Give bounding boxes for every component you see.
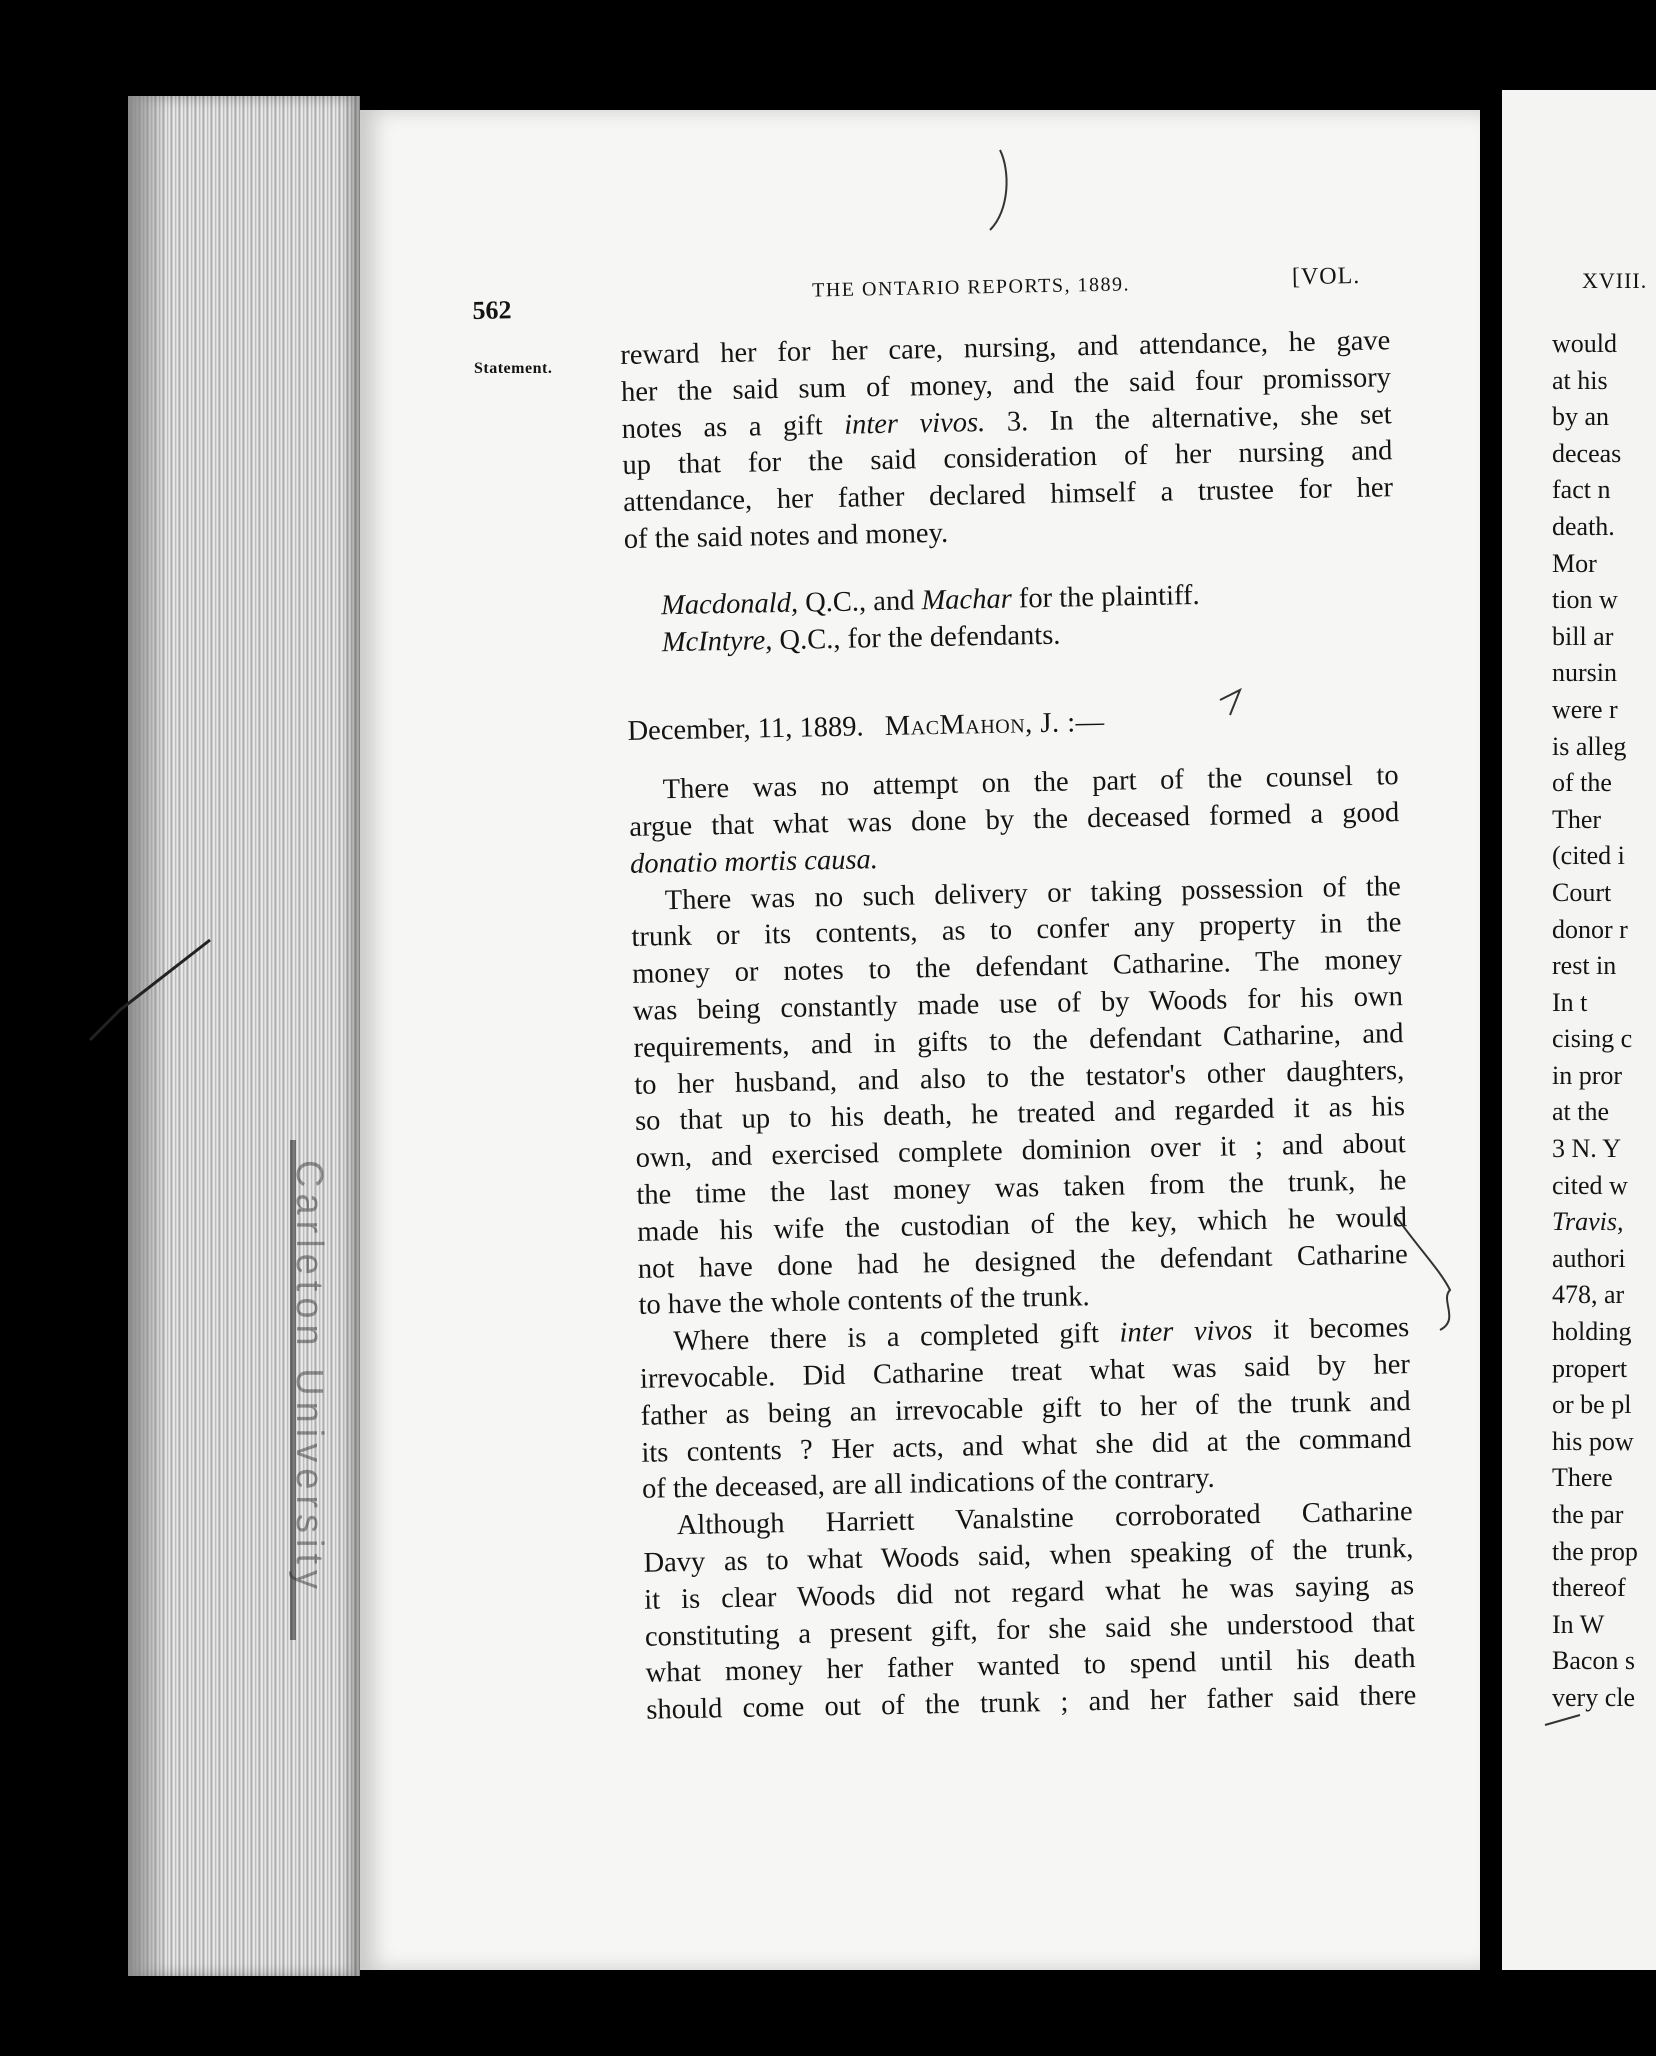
right-page-header: XVIII. <box>1582 268 1648 293</box>
right-page-line: There <box>1552 1463 1613 1493</box>
text-line: reward her for her care, nursing, and attendance, he gave <box>620 325 1391 371</box>
text-line: the time the last money was taken from the trunk, he <box>636 1165 1407 1211</box>
text-line: so that up to his death, he treated and regarded it as his <box>634 1091 1406 1138</box>
right-page-line: (cited i <box>1552 841 1625 871</box>
text-line: trunk or its contents, as to confer any property in the <box>631 907 1402 954</box>
text-line: its contents ? Her acts, and what she did at the command <box>641 1422 1412 1469</box>
right-page-line: the prop <box>1552 1536 1638 1566</box>
text-line: it is clear Woods did not regard what he was saying as <box>643 1569 1415 1616</box>
text-line: constituting a present gift, for she said she understood that <box>644 1606 1416 1653</box>
text-line: irrevocable. Did Catharine treat what was said by her <box>639 1348 1411 1395</box>
right-page-line: death. <box>1552 511 1615 541</box>
text-line: There was no such delivery or taking possession of the <box>664 870 1401 916</box>
running-title: THE ONTARIO REPORTS, 1889. <box>811 273 1131 302</box>
right-page-line: donor r <box>1552 914 1628 944</box>
page-number: 562 <box>472 295 512 325</box>
right-page-line: at his <box>1552 365 1608 395</box>
right-page-line: would <box>1552 329 1617 358</box>
counsel-plaintiff: Macdonald, Q.C., and Machar for the plaintiff. <box>660 579 1200 622</box>
text-line: what money her father wanted to spend until his death <box>645 1643 1416 1690</box>
text-line: attendance, her father declared himself a trustee for her <box>622 472 1394 519</box>
right-page-line: tion w <box>1552 585 1618 615</box>
right-page-line: rest in <box>1552 951 1617 981</box>
right-page-line: In t <box>1552 987 1588 1017</box>
right-page-line: deceas <box>1552 438 1622 468</box>
right-page-line: Mor <box>1552 548 1597 578</box>
right-page-line: were r <box>1552 694 1618 724</box>
right-page-line: fact n <box>1552 475 1611 505</box>
text-line: requirements, and in gifts to the defendant Catharine, and <box>633 1017 1404 1064</box>
text-line: of the said notes and money. <box>623 517 949 555</box>
right-page-line: Ther <box>1552 804 1602 834</box>
text-line: There was no attempt on the part of the counsel to <box>662 760 1399 806</box>
right-page-line: at the <box>1552 1097 1610 1127</box>
right-page-line: bill ar <box>1552 621 1614 651</box>
right-page-line: thereof <box>1552 1573 1626 1603</box>
text-line: own, and exercised complete dominion over it ; and about <box>635 1128 1406 1174</box>
text-line: donatio mortis causa. <box>629 843 879 880</box>
right-page-line: Travis, <box>1552 1207 1624 1237</box>
right-page-line: very cle <box>1552 1682 1636 1712</box>
right-page-line: Court <box>1552 877 1612 907</box>
right-page-line: or be pl <box>1552 1390 1632 1420</box>
text-line: of the deceased, are all indications of the contrary. <box>641 1463 1215 1506</box>
judge-name: MacMahon, J. :— <box>884 707 1105 743</box>
right-page-line: cited w <box>1552 1170 1628 1200</box>
right-page-line: holding <box>1552 1317 1632 1347</box>
right-page-line: nursin <box>1552 658 1617 688</box>
right-page-line: is alleg <box>1552 731 1627 761</box>
text-line: not have done had he designed the defendant Catharine <box>637 1238 1409 1285</box>
library-stamp-text: Carleton University <box>288 1160 330 1595</box>
text-line: her the said sum of money, and the said four promissory <box>620 362 1392 408</box>
right-page-line: by an <box>1552 402 1610 432</box>
text-line: to have the whole contents of the trunk. <box>638 1281 1090 1322</box>
text-line: Although Harriett Vanalstine corroborated Catharine <box>676 1496 1413 1542</box>
text-line: notes as a gift inter vivos. 3. In the alternative, she set <box>621 398 1392 445</box>
text-line: money or notes to the defendant Catharine. The money <box>631 944 1403 991</box>
text-line: was being constantly made use of by Woods for his own <box>632 981 1404 1027</box>
right-page-line: the par <box>1552 1500 1624 1529</box>
text-line: made his wife the custodian of the key, which he would <box>636 1201 1408 1248</box>
text-line: father as being an irrevocable gift to her of the trunk and <box>640 1385 1411 1432</box>
margin-note-statement: Statement. <box>474 360 553 377</box>
right-page-line: propert <box>1552 1353 1628 1383</box>
book-gutter <box>1480 90 1502 1990</box>
right-page-line: authori <box>1552 1243 1626 1273</box>
right-page-line: In W <box>1552 1609 1605 1639</box>
text-line: to her husband, and also to the testator's other daughters, <box>634 1054 1405 1101</box>
right-page-lines <box>1552 326 1638 1717</box>
right-page-line: of the <box>1552 768 1612 798</box>
text-line: up that for the said consideration of her nursing and <box>622 435 1393 482</box>
right-page-line: Bacon s <box>1552 1646 1636 1676</box>
right-page-line: in pror <box>1552 1060 1623 1090</box>
text-line: should come out of the trunk ; and her father said there <box>646 1680 1417 1726</box>
right-page-line: cising c <box>1552 1024 1633 1054</box>
book-page-edges <box>128 96 360 1976</box>
text-line: Davy as to what Woods said, when speaking of the trunk, <box>643 1532 1414 1579</box>
right-page-line: his pow <box>1552 1426 1634 1456</box>
text-line: argue that what was done by the deceased formed a good <box>629 797 1400 843</box>
text-line: Where there is a completed gift inter vivos it becomes <box>672 1312 1410 1358</box>
right-page-fragment <box>1502 90 1656 1970</box>
right-page-line: 3 N. Y <box>1552 1134 1622 1164</box>
judgment-date: December, 11, 1889. <box>627 711 864 748</box>
body-text <box>620 323 1417 1729</box>
volume-marker: [VOL. <box>1291 262 1361 291</box>
counsel-defendants: McIntyre, Q.C., for the defendants. <box>661 619 1061 658</box>
right-page-line: 478, ar <box>1552 1280 1625 1310</box>
